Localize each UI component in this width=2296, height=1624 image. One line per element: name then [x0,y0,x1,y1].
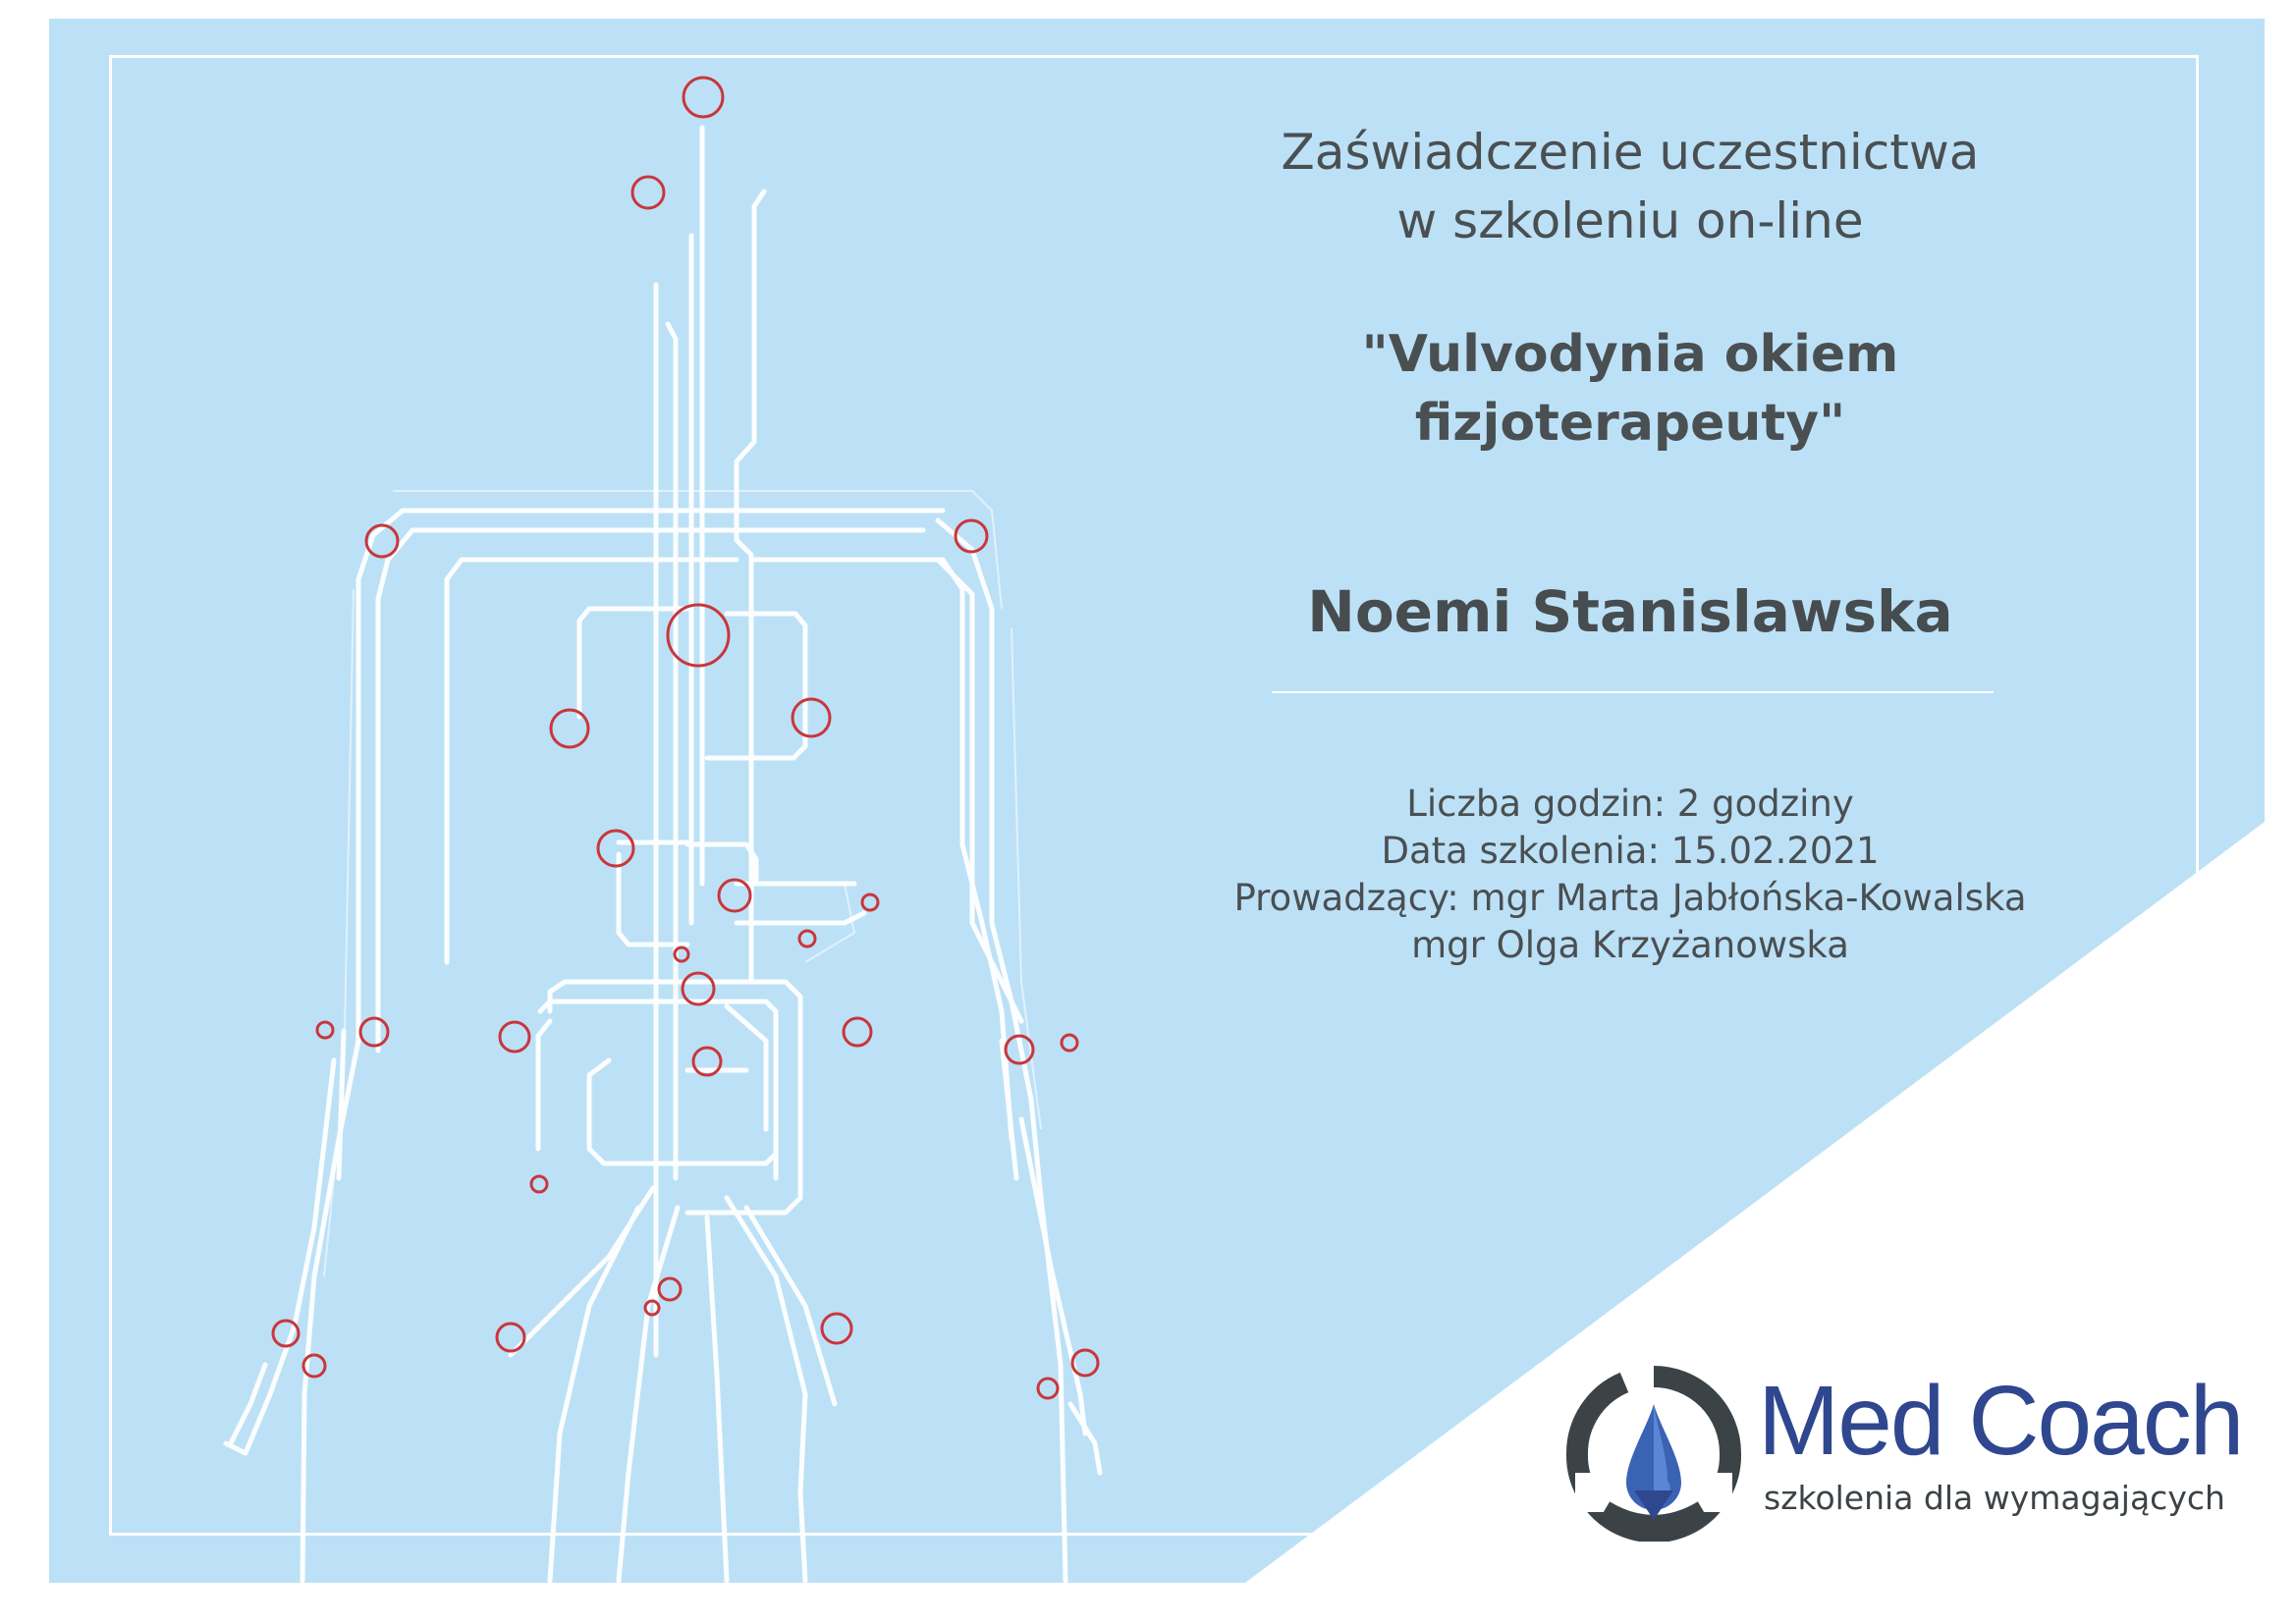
med-coach-logo [1565,1365,2243,1561]
certificate-heading [1208,118,2052,255]
participant-name: Noemi Stanislawska [1307,578,1953,645]
course-details [1208,781,2052,969]
heading-line-2: w szkoleniu on-line [1396,192,1864,249]
instructor-line-1: Prowadzący: mgr Marta Jabłońska-Kowalska [1233,877,2027,919]
instructor-line-2: mgr Olga Krzyżanowska [1411,924,1849,966]
hours-line: Liczba godzin: 2 godziny [1406,783,1854,825]
course-title [1208,320,2052,458]
brand-tagline: szkolenia dla wymagających [1764,1479,2225,1517]
heading-line-1: Zaświadczenie uczestnictwa [1281,124,1980,181]
course-title-line-1: "Vulvodynia okiem [1361,325,1899,384]
course-title-line-2: fizjoterapeuty" [1414,394,1846,453]
brand-name: Med Coach [1758,1366,2243,1476]
water-drop-ring-icon [1565,1365,1742,1542]
date-line: Data szkolenia: 15.02.2021 [1381,830,1880,872]
name-divider-line [1272,691,1994,693]
